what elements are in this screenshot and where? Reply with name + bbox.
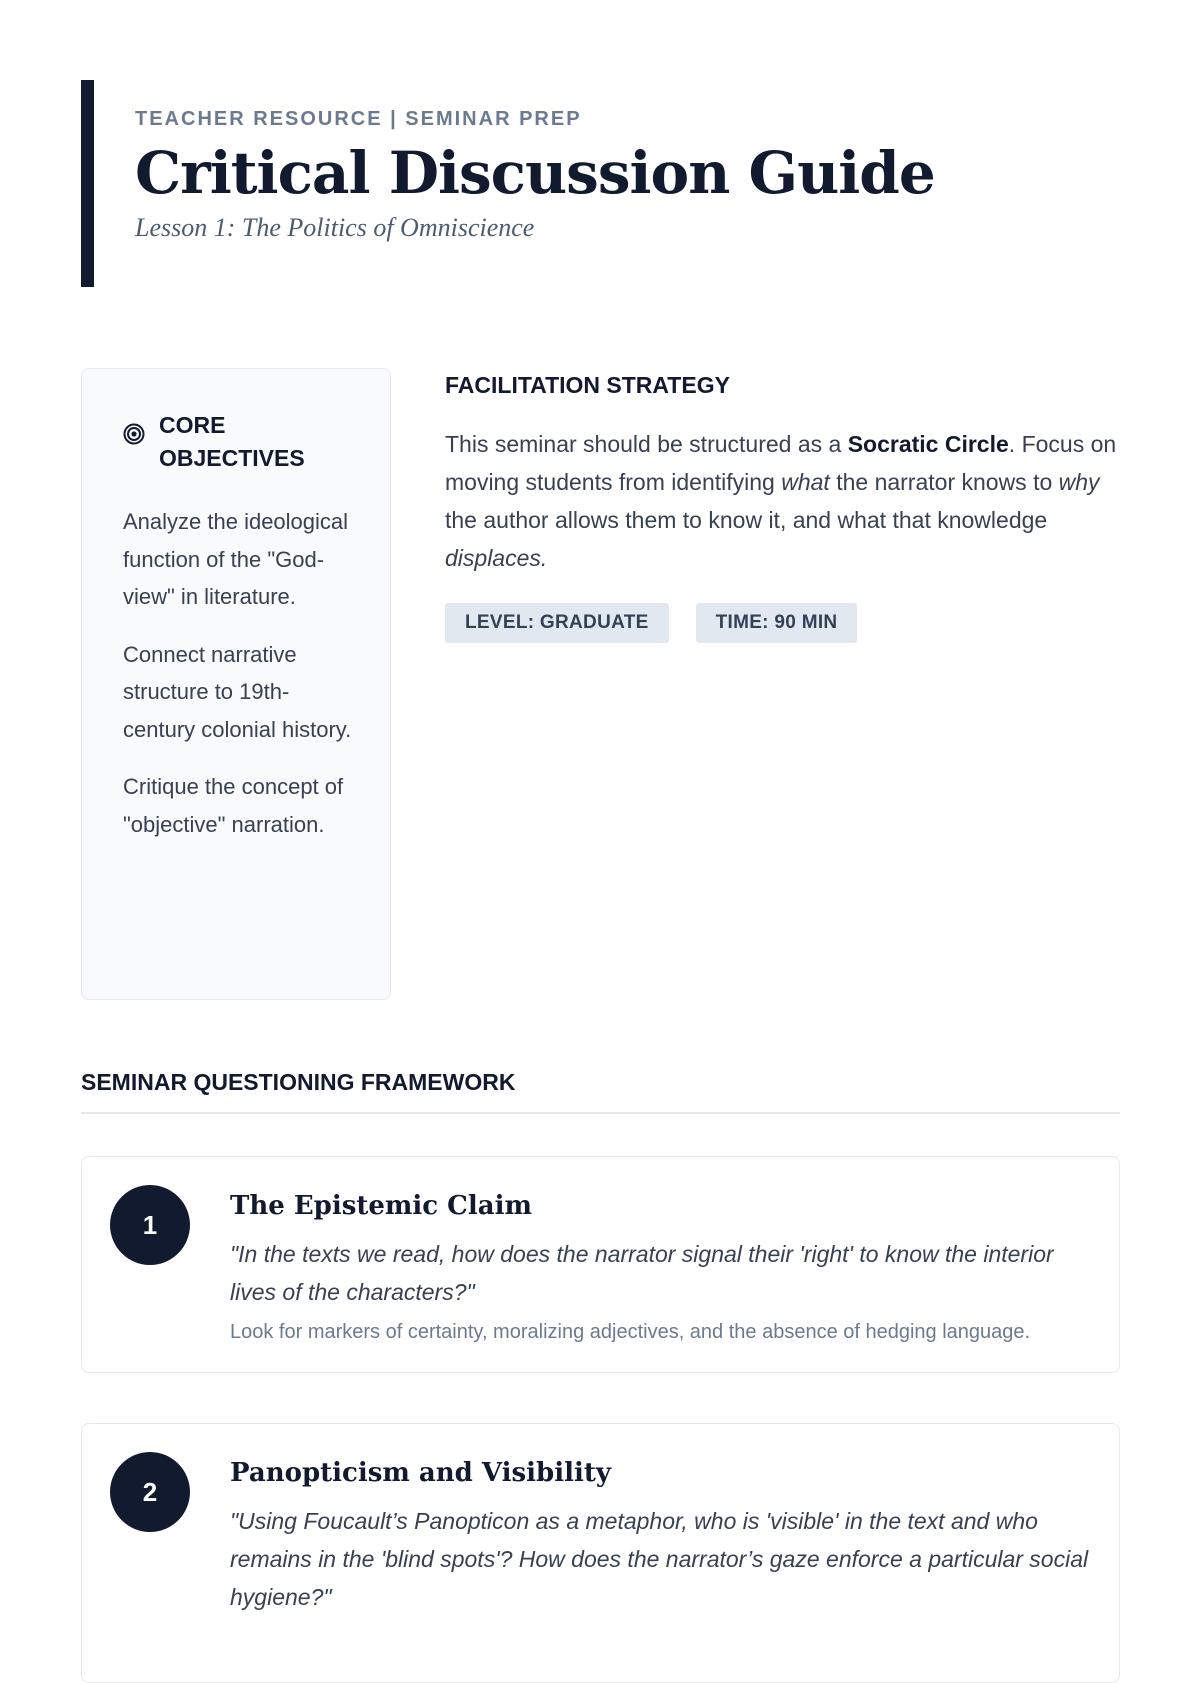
question-text: "Using Foucault’s Panopticon as a metaphor, who is 'visible' in the text and who remains in the 'blind spots'? How does the narrator’s gaze enforce a particular social hygiene?" xyxy=(230,1508,1089,1610)
strategy-text-part: the narrator knows to xyxy=(829,469,1059,495)
objective-item: Analyze the ideological function of the "God-view" in literature. xyxy=(123,509,349,609)
strategy-text xyxy=(445,425,1120,577)
objectives-list xyxy=(123,503,360,843)
tag-row xyxy=(445,603,1120,643)
question-text: "In the texts we read, how does the narrator signal their 'right' to know the interior lives of the characters?" xyxy=(230,1241,1054,1305)
page-subtitle: Lesson 1: The Politics of Omniscience xyxy=(135,213,535,242)
question-title: The Epistemic Claim xyxy=(230,1191,532,1221)
strategy-title: FACILITATION STRATEGY xyxy=(445,372,730,398)
accent-bar xyxy=(81,80,94,287)
overview-row xyxy=(81,368,1120,1000)
framework-title: SEMINAR QUESTIONING FRAMEWORK xyxy=(81,1069,1120,1114)
objectives-header xyxy=(123,409,360,475)
question-title: Panopticism and Visibility xyxy=(230,1458,611,1488)
objective-item: Critique the concept of "objective" narration. xyxy=(123,774,344,837)
time-tag: TIME: 90 MIN xyxy=(696,603,858,643)
strategy-highlight: Socratic Circle xyxy=(847,431,1009,457)
strategy-text-part: . Focus on moving students from identifying xyxy=(445,431,1117,495)
strategy-text-part: This seminar should be structured as a xyxy=(445,431,848,457)
strategy-emphasis: what xyxy=(781,469,830,495)
document xyxy=(81,80,1120,1610)
question-note: Look for markers of certainty, moralizing adjectives, and the absence of hedging language. xyxy=(230,1321,1031,1343)
target-icon xyxy=(123,423,145,450)
objective-item: Connect narrative structure to 19th-century colonial history. xyxy=(123,641,352,742)
strategy-text-part: the author allows them to know it, and what that knowledge xyxy=(445,507,1048,533)
strategy-emphasis: why xyxy=(1058,469,1100,495)
header xyxy=(81,80,1120,287)
strategy-emphasis: displaces. xyxy=(445,545,548,571)
question-card xyxy=(81,1423,1120,1683)
level-tag: LEVEL: GRADUATE xyxy=(445,603,669,643)
strategy-section xyxy=(445,368,1120,643)
page-title: Critical Discussion Guide xyxy=(135,139,935,207)
question-card xyxy=(81,1156,1120,1373)
eyebrow-label: TEACHER RESOURCE | SEMINAR PREP xyxy=(135,108,582,130)
objectives-title: CORE OBJECTIVES xyxy=(159,412,305,471)
question-number: 1 xyxy=(110,1185,190,1265)
objectives-panel xyxy=(81,368,391,1000)
question-number: 2 xyxy=(110,1452,190,1532)
